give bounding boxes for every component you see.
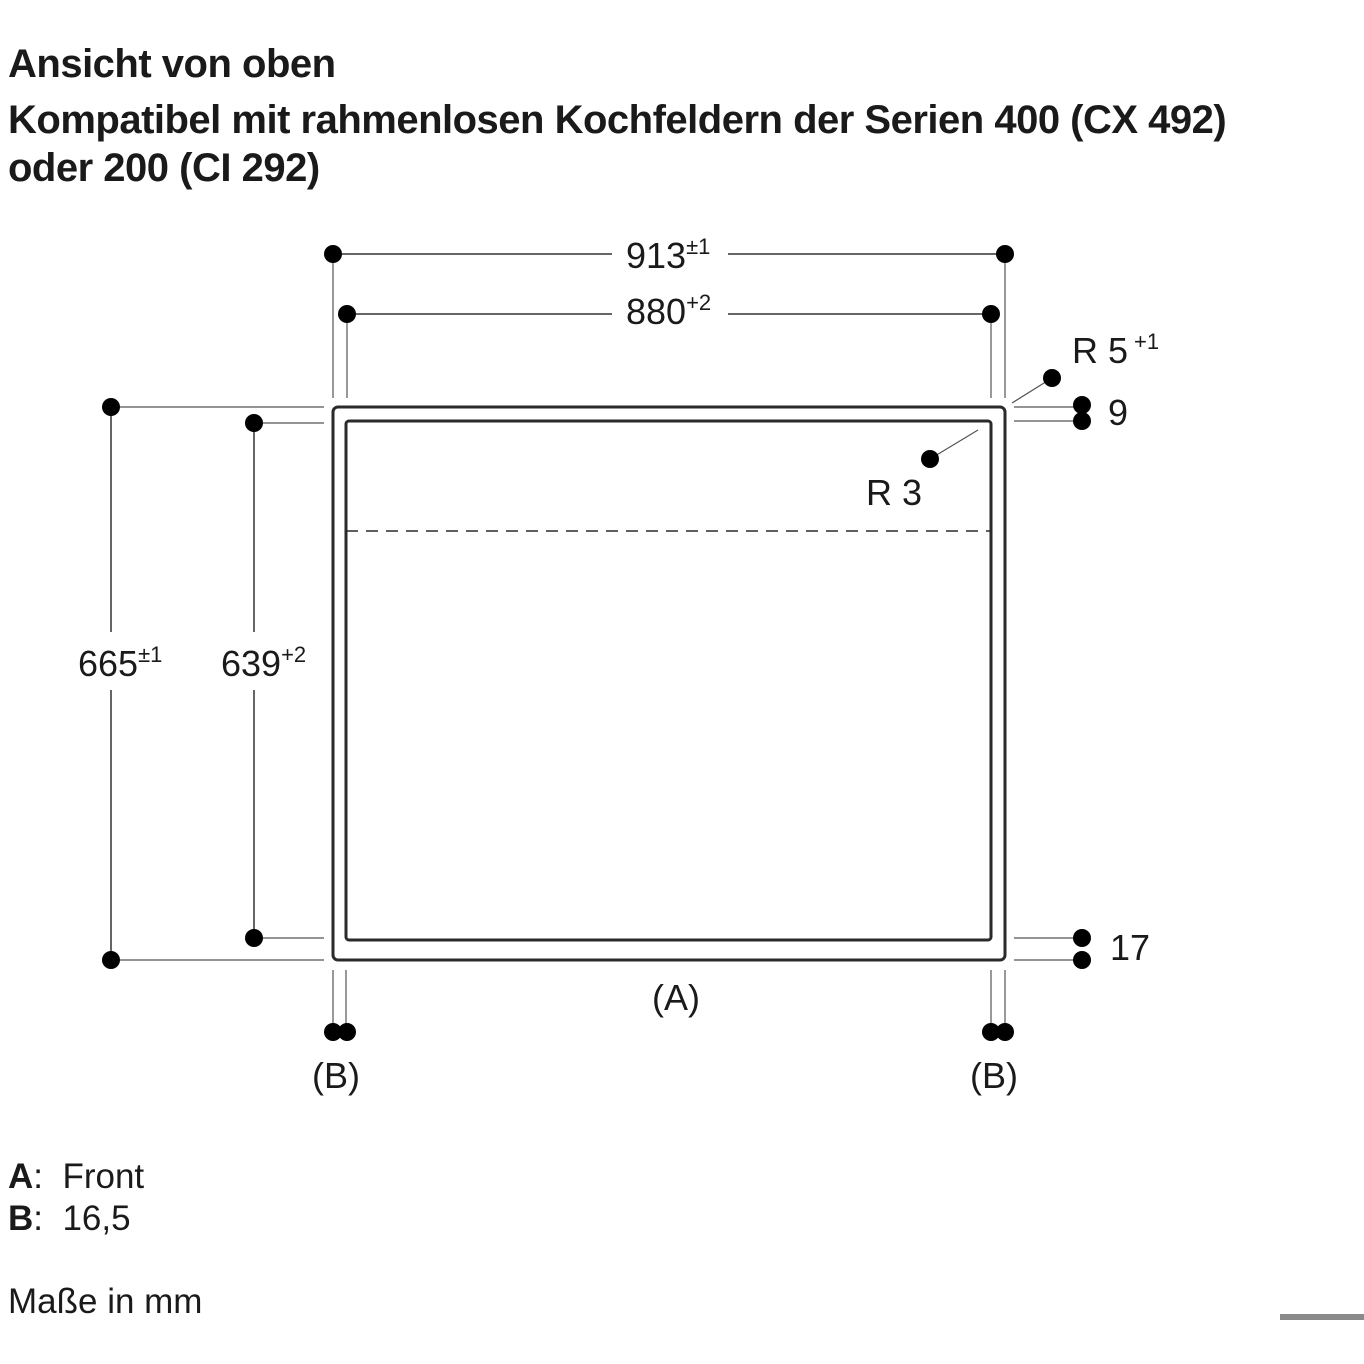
dimension-dot [1073,412,1091,430]
units-note: Maße in mm [8,1282,203,1321]
legend-key: B [8,1199,34,1238]
inner-depth-label: $639^{+2}$ [221,642,307,684]
outer-radius-label: R 5 $^{+1}$ [1072,329,1160,371]
legend-item-a: A: Front [8,1157,145,1196]
dimension-dot [102,398,120,416]
front-offset-label: 17 [1110,927,1151,968]
dimension-dot [338,1023,356,1041]
dimension-dot [1073,929,1091,947]
dimension-dot [324,245,342,263]
side-marker-left: (B) [312,1055,360,1096]
dimension-dot [245,929,263,947]
side-marker-right: (B) [970,1055,1018,1096]
legend-text: 16,5 [62,1199,131,1238]
compatibility-note-line-1: Kompatibel mit rahmenlosen Kochfeldern der Serien 400 (CX 492) [8,98,1227,142]
page-title: Ansicht von oben [8,42,336,86]
legend-key: A [8,1157,34,1196]
dimension-dot [338,305,356,323]
corner-rule [1280,1314,1364,1320]
rear-offset-label: 9 [1108,392,1129,433]
outer-width-label: $913^{\pm 1}$ [626,234,711,276]
inner-width-label: $880^{+2}$ [626,290,712,332]
compatibility-note-line-2: oder 200 (CI 292) [8,146,320,190]
outer-depth-label: $665^{\pm 1}$ [78,642,163,684]
inner-radius-label: R 3 [866,472,923,513]
dimension-dot [102,951,120,969]
front-marker: (A) [652,977,700,1018]
dimension-dot [996,1023,1014,1041]
dimension-dot [982,305,1000,323]
radius-leader-dot [921,450,939,468]
dimension-dot [245,414,263,432]
dimension-dot [996,245,1014,263]
radius-leader-dot [1043,369,1061,387]
legend-text: Front [62,1157,145,1196]
dimension-dot [1073,951,1091,969]
dimension-dot [1073,396,1091,414]
legend-item-b: B: 16,5 [8,1199,131,1238]
